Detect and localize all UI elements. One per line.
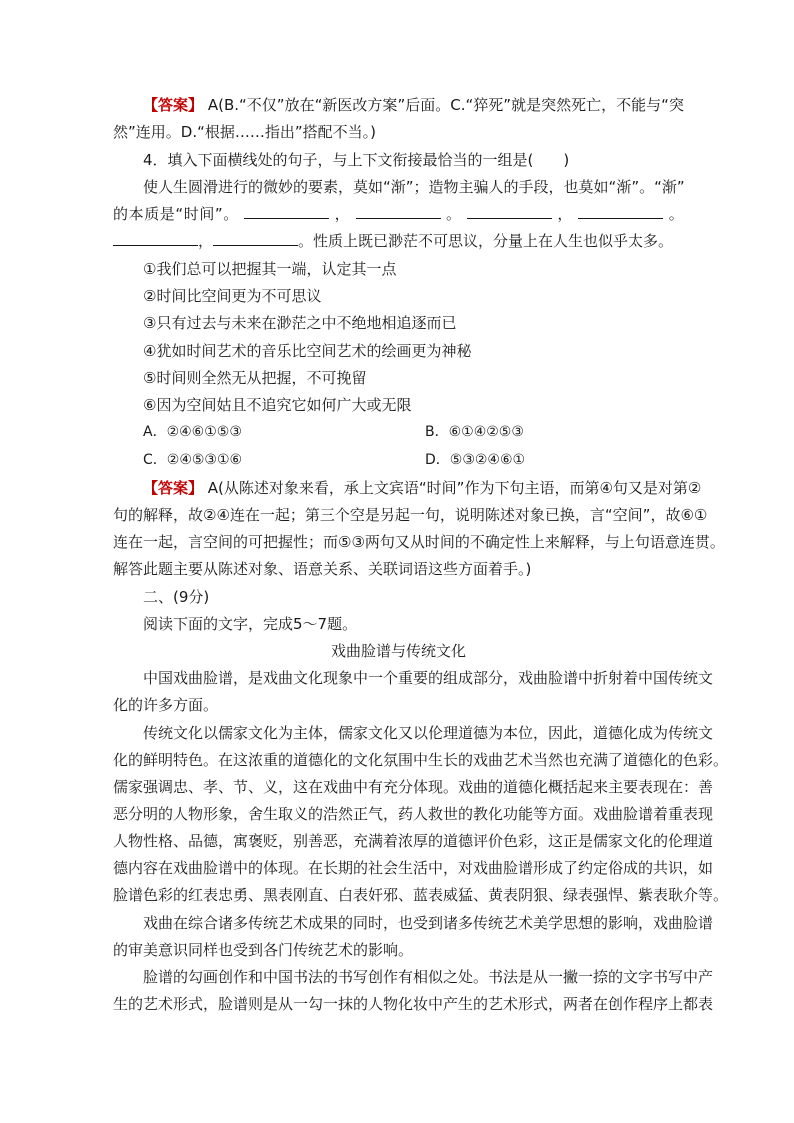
article-line: 中国戏曲脸谱，是戏曲文化现象中一个重要的组成部分，戏曲脸谱中折射着中国传统文 xyxy=(143,669,714,687)
answer-2-line-4: 解答此题主要从陈述对象、语意关系、关联词语这些方面着手。) xyxy=(113,560,532,578)
fill-blank-3[interactable] xyxy=(467,204,552,219)
fill-blank-4[interactable] xyxy=(578,204,663,219)
article-line: 戏曲在综合诸多传统艺术成果的同时，也受到诸多传统艺术美学思想的影响，戏曲脸谱 xyxy=(143,914,714,932)
article-line: 德内容在戏曲脸谱中的体现。在长期的社会生活中，对戏曲脸谱形成了约定俗成的共识，如 xyxy=(113,859,714,877)
question-4-passage-line-2 xyxy=(113,204,684,224)
question-4-passage-line-1: 使人生圆滑进行的微妙的要素，莫如“渐”；造物主骗人的手段，也莫如“渐”。“渐” xyxy=(143,178,685,196)
passage-text: 的本质是“时间”。 xyxy=(113,205,239,223)
article-line: 脸谱的勾画创作和中国书法的书写创作有相似之处。书法是从一撇一捺的文字书写中产 xyxy=(143,968,714,986)
answer-2-line-1 xyxy=(143,478,702,498)
question-4-item-3: ③只有过去与未来在渺茫之中不绝地相追逐而已 xyxy=(143,314,457,332)
option-c[interactable]: C．②④⑤③①⑥ xyxy=(143,452,243,468)
fill-blank-1[interactable] xyxy=(244,204,329,219)
answer-text: A(从陈述对象来看，承上文宾语“时间”作为下句主语，而第④句又是对第② xyxy=(207,479,702,497)
article-line: 脸谱色彩的红表忠勇、黑表刚直、白表奸邪、蓝表威猛、黄表阴狠、绿表强悍、紫表耿介等。 xyxy=(113,886,729,904)
passage-text-end: 。性质上既已渺茫不可思议，分量上在人生也似乎太多。 xyxy=(298,232,674,250)
article-line: 生的艺术形式，脸谱则是从一勾一抹的人物化妆中产生的艺术形式，两者在创作程序上都表 xyxy=(113,995,714,1013)
passage-sep-1: ， xyxy=(334,205,351,223)
passage-sep-3: ， xyxy=(557,205,573,223)
option-d[interactable]: D．⑤③②④⑥① xyxy=(425,452,526,468)
answer-1-line-1 xyxy=(143,95,684,115)
article-line: 化的鲜明特色。在这浓重的道德化的文化氛围中生长的戏曲艺术当然也充满了道德化的色彩。 xyxy=(113,751,729,769)
article-line: 化的许多方面。 xyxy=(113,696,219,714)
article-line: 传统文化以儒家文化为主体，儒家文化又以伦理道德为本位，因此，道德化成为传统文 xyxy=(143,724,714,742)
answer-2-line-2: 句的解释，故②④连在一起；第三个空是另起一句，说明陈述对象已换，言“空间”，故⑥① xyxy=(113,506,708,524)
option-a[interactable]: A．②④⑥①⑤③ xyxy=(143,424,242,440)
question-4-stem: 4．填入下面横线处的句子，与上下文衔接最恰当的一组是( ) xyxy=(143,151,570,169)
question-4-passage-line-3 xyxy=(113,231,684,251)
passage-sep-4: 。 xyxy=(668,205,685,223)
section-instruction: 阅读下面的文字，完成5～7题。 xyxy=(143,615,358,633)
answer-1-line-2: 然”连用。D.“根据……指出”搭配不当。) xyxy=(113,123,376,141)
answer-tag: 【答案】 xyxy=(143,479,204,497)
fill-blank-2[interactable] xyxy=(356,204,441,219)
option-b[interactable]: B．⑥①④②⑤③ xyxy=(425,424,524,440)
article-line: 的审美意识同样也受到各门传统艺术的影响。 xyxy=(113,941,414,959)
article-title: 戏曲脸谱与传统文化 xyxy=(330,642,466,660)
answer-2-line-3: 连在一起，言空间的可把握性；而⑤③两句又从时间的不确定性上来解释，与上句语意连贯。 xyxy=(113,533,725,551)
answer-text: A(B.“不仅”放在“新医改方案”后面。C.“猝死”就是突然死亡，不能与“突 xyxy=(207,96,684,114)
question-4-item-6: ⑥因为空间姑且不追究它如何广大或无限 xyxy=(143,396,412,414)
question-4-item-1: ①我们总可以把握其一端，认定其一点 xyxy=(143,260,397,278)
answer-tag: 【答案】 xyxy=(143,96,204,114)
question-4-item-4: ④犹如时间艺术的音乐比空间艺术的绘画更为神秘 xyxy=(143,342,472,360)
fill-blank-6[interactable] xyxy=(213,231,298,246)
question-4-item-2: ②时间比空间更为不可思议 xyxy=(143,287,322,305)
section-heading: 二、(9分) xyxy=(143,588,210,606)
passage-sep-2: 。 xyxy=(446,205,462,223)
fill-blank-5[interactable] xyxy=(113,231,198,246)
article-line: 恶分明的人物形象，舍生取义的浩然正气，药人救世的教化功能等方面。戏曲脸谱着重表现 xyxy=(113,805,714,823)
article-line: 儒家强调忠、孝、节、义，这在戏曲中有充分体现。戏曲的道德化概括起来主要表现在：善 xyxy=(113,778,714,796)
question-4-item-5: ⑤时间则全然无从把握，不可挽留 xyxy=(143,369,367,387)
article-line: 人物性格、品德，寓褒贬，别善恶，充满着浓厚的道德评价色彩，这正是儒家文化的伦理道 xyxy=(113,832,714,850)
passage-sep-5: ， xyxy=(198,232,214,250)
